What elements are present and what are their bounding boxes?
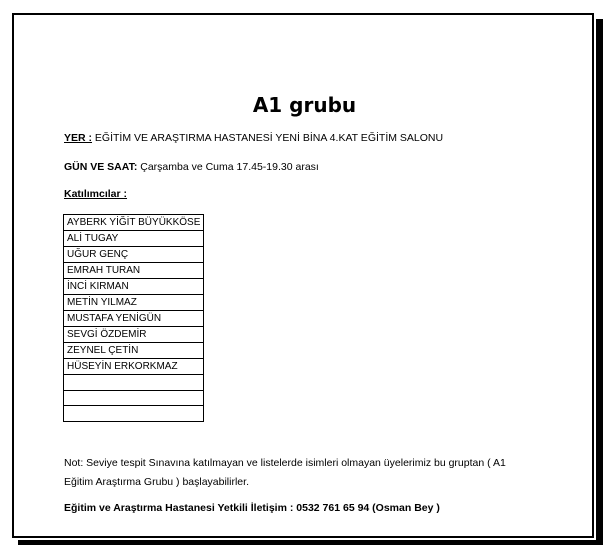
participant-cell [64, 375, 204, 391]
table-row [64, 375, 204, 391]
participant-cell: AYBERK YİĞİT BÜYÜKKÖSE [64, 215, 204, 231]
table-row [64, 343, 204, 359]
table-row [64, 231, 204, 247]
participant-cell: HÜSEYİN ERKORKMAZ [64, 359, 204, 375]
participant-cell: EMRAH TURAN [64, 263, 204, 279]
schedule-line [64, 161, 319, 173]
table-row [64, 327, 204, 343]
location-line [64, 132, 443, 144]
document-title: A1 grubu [252, 93, 357, 117]
location-label: YER : [64, 132, 93, 144]
table-row [64, 279, 204, 295]
participant-cell: ALİ TUGAY [64, 231, 204, 247]
location-value: EĞİTİM VE ARAŞTIRMA HASTANESİ YENİ BİNA 4.KAT EĞİTİM SALONU [92, 132, 444, 144]
table-row [64, 390, 204, 406]
participant-cell [64, 406, 204, 422]
note-line-2: Eğitim Araştırma Grubu ) başlayabilirler. [64, 476, 249, 488]
participant-cell [64, 390, 204, 406]
contact-value: 0532 761 65 94 (Osman Bey ) [293, 502, 440, 514]
participant-cell: MUSTAFA YENİGÜN [64, 311, 204, 327]
participant-cell: UĞUR GENÇ [64, 247, 204, 263]
participant-cell: ZEYNEL ÇETİN [64, 343, 204, 359]
schedule-label: GÜN VE SAAT: [64, 161, 138, 173]
note-line-1: Not: Seviye tespit Sınavına katılmayan ve listelerde isimleri olmayan üyelerimiz bu gruptan ( A1 [64, 457, 506, 469]
table-row [64, 247, 204, 263]
table-row [64, 311, 204, 327]
participant-cell: SEVGİ ÖZDEMİR [64, 327, 204, 343]
page-shadow-bottom [18, 540, 603, 545]
participants-heading [64, 188, 127, 200]
table-row [64, 295, 204, 311]
table-row [64, 359, 204, 375]
contact-line [64, 502, 440, 514]
participant-cell: İNCİ KIRMAN [64, 279, 204, 295]
table-row [64, 215, 204, 231]
table-row [64, 263, 204, 279]
participant-cell: METİN YILMAZ [64, 295, 204, 311]
participants-label: Katılımcılar : [64, 188, 128, 200]
schedule-value: Çarşamba ve Cuma 17.45-19.30 arası [137, 161, 319, 173]
table-row [64, 406, 204, 422]
participants-table [63, 214, 204, 422]
contact-label: Eğitim ve Araştırma Hastanesi Yetkili İletişim : [64, 502, 294, 514]
